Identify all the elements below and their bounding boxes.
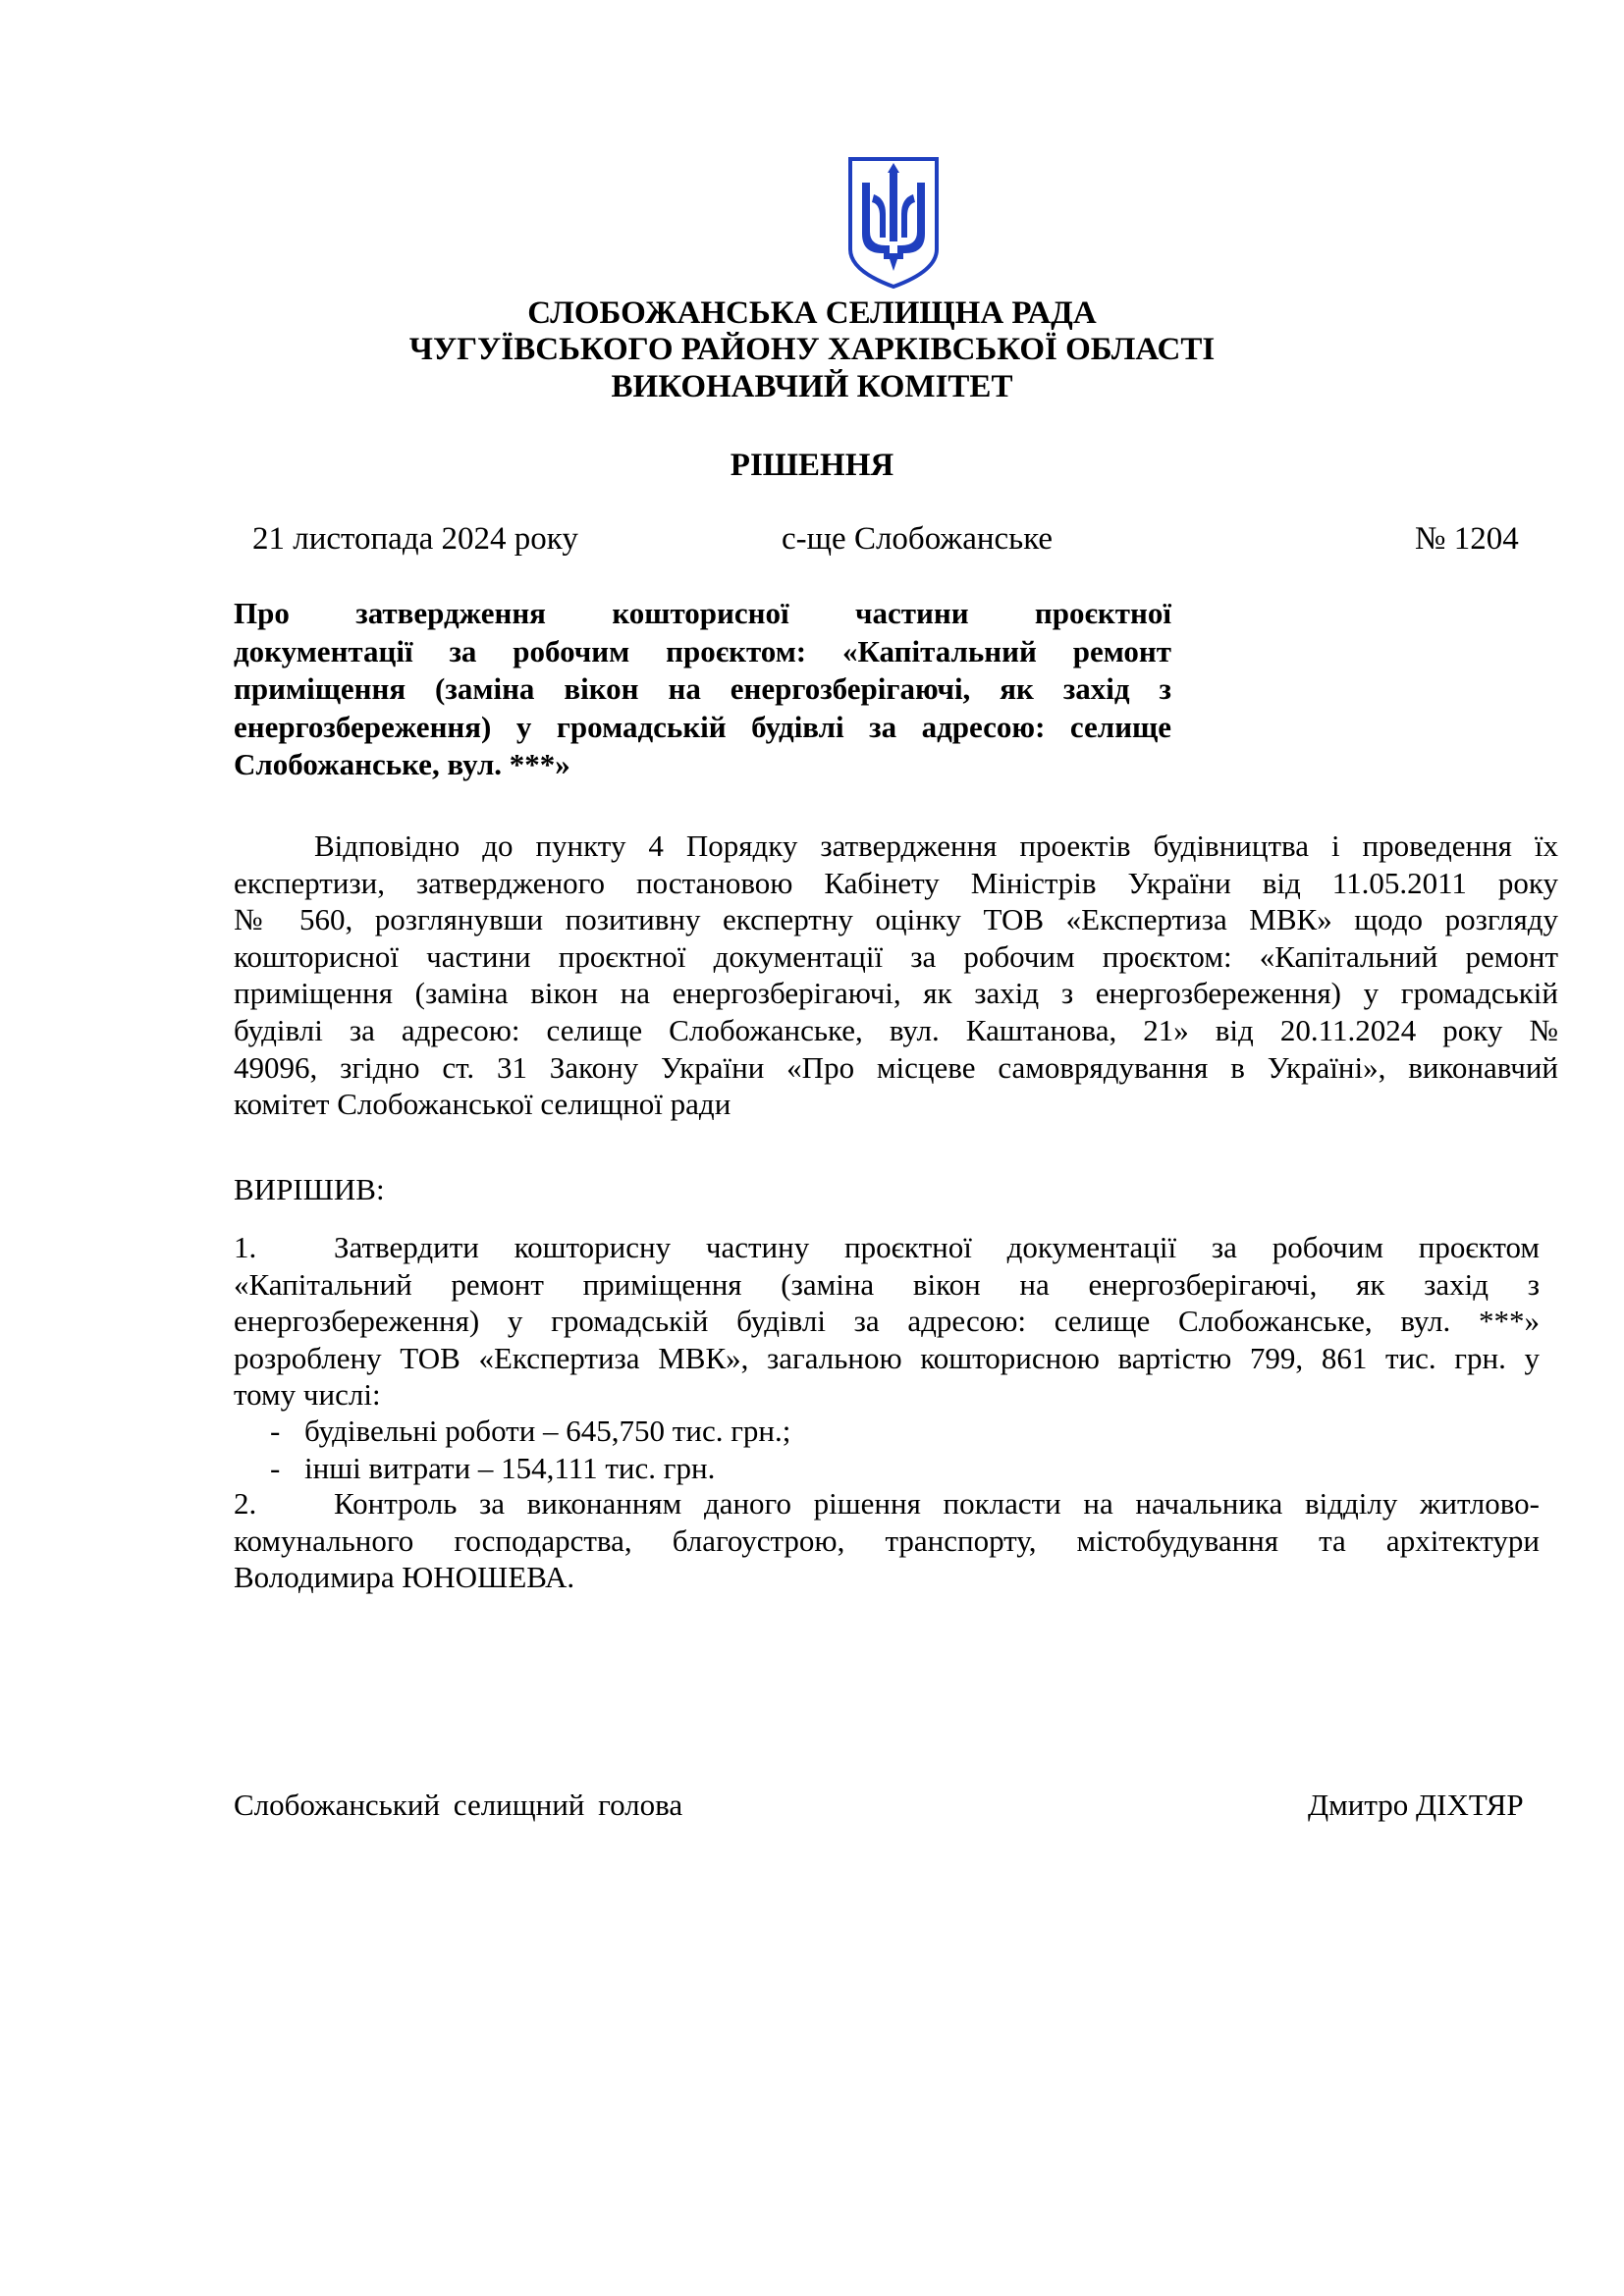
item-number: 2. xyxy=(234,1486,257,1521)
preamble-line: будівлі за адресою: селище Слобожанське, вул. Каштанова, 21» від 20.11.2024 року № xyxy=(234,1012,1558,1047)
subject-line: енергозбереження) у громадській будівлі за адресою: селище xyxy=(234,709,1171,744)
org-name-line3: ВИКОНАВЧИЙ КОМІТЕТ xyxy=(611,369,1013,404)
subject-line: приміщення (заміна вікон на енергозберігаючі, як захід з xyxy=(234,671,1171,706)
item-line: енергозбереження) у громадській будівлі за адресою: селище Слобожанське, вул. ***» xyxy=(234,1304,1540,1339)
preamble-line: № 560, розглянувши позитивну експертну оцінку ТОВ «Експертиза МВК» щодо розгляду xyxy=(234,902,1558,937)
subject-line: Про затвердження кошторисної частини проєктної xyxy=(234,596,1171,630)
preamble-line: кошторисної частини проєктної документації за робочим проєктом: «Капітальний ремонт xyxy=(234,938,1558,974)
item-line: Володимира ЮНОШЕВА. xyxy=(234,1560,575,1595)
cost-breakdown-list xyxy=(234,1413,790,1486)
resolved-label: ВИРІШИВ: xyxy=(234,1172,385,1206)
item-line xyxy=(234,1229,1540,1266)
preamble-line: приміщення (заміна вікон на енергозберігаючі, як захід з енергозбереження) у громадській xyxy=(234,976,1558,1011)
org-name-line2: ЧУГУЇВСЬКОГО РАЙОНУ ХАРКІВСЬКОЇ ОБЛАСТІ xyxy=(408,332,1216,367)
item-line: тому числі: xyxy=(234,1377,381,1413)
decision-subject xyxy=(234,595,1171,784)
item-line: комунального господарства, благоустрою, транспорту, містобудування та архітектури xyxy=(234,1522,1540,1558)
bullet-dash: - xyxy=(270,1414,281,1448)
item-line: розроблену ТОВ «Експертиза МВК», загальною кошторисною вартістю 799, 861 тис. грн. у xyxy=(234,1340,1540,1375)
item-line xyxy=(234,1485,1540,1522)
item-number: 1. xyxy=(234,1230,257,1264)
item-text: Контроль за виконанням даного рішення покласти на начальника відділу житлово- xyxy=(334,1486,1540,1521)
subject-line: Слобожанське, вул. ***» xyxy=(234,747,570,781)
preamble-paragraph xyxy=(234,828,1558,1123)
preamble-line: комітет Слобожанської селищної ради xyxy=(234,1087,731,1122)
tryzub-coat-of-arms-icon xyxy=(846,155,941,291)
document-place: с-ще Слобожанське xyxy=(782,521,1054,557)
org-name-line1: СЛОБОЖАНСЬКА СЕЛИЩНА РАДА xyxy=(527,295,1097,331)
list-item-text: будівельні роботи – 645,750 тис. грн.; xyxy=(304,1414,791,1448)
preamble-line: експертизи, затвердженого постановою Кабінету Міністрів України від 11.05.2011 року xyxy=(234,865,1558,900)
list-item xyxy=(234,1450,790,1487)
preamble-line: Відповідно до пункту 4 Порядку затвердження проектів будівництва і проведення їх xyxy=(314,828,1558,863)
item-line: «Капітальний ремонт приміщення (заміна вікон на енергозберігаючі, як захід з xyxy=(234,1266,1540,1302)
list-item-text: інші витрати – 154,111 тис. грн. xyxy=(304,1450,716,1485)
subject-line: документації за робочим проєктом: «Капітальний ремонт xyxy=(234,633,1171,668)
document-date: 21 листопада 2024 року xyxy=(252,521,578,557)
list-item xyxy=(234,1413,790,1450)
decision-item-1 xyxy=(234,1229,1540,1414)
document-number: № 1204 xyxy=(1415,521,1519,557)
bullet-dash: - xyxy=(270,1450,281,1485)
document-title: РІШЕННЯ xyxy=(730,448,894,483)
signatory-name: Дмитро ДІХТЯР xyxy=(1308,1788,1524,1822)
preamble-line: 49096, згідно ст. 31 Закону України «Про місцеве самоврядування в Україні», виконавчий xyxy=(234,1049,1558,1085)
decision-item-2 xyxy=(234,1485,1540,1596)
signatory-role: Слобожанський селищний голова xyxy=(234,1788,683,1822)
item-text: Затвердити кошторисну частину проєктної документації за робочим проєктом xyxy=(334,1230,1540,1264)
